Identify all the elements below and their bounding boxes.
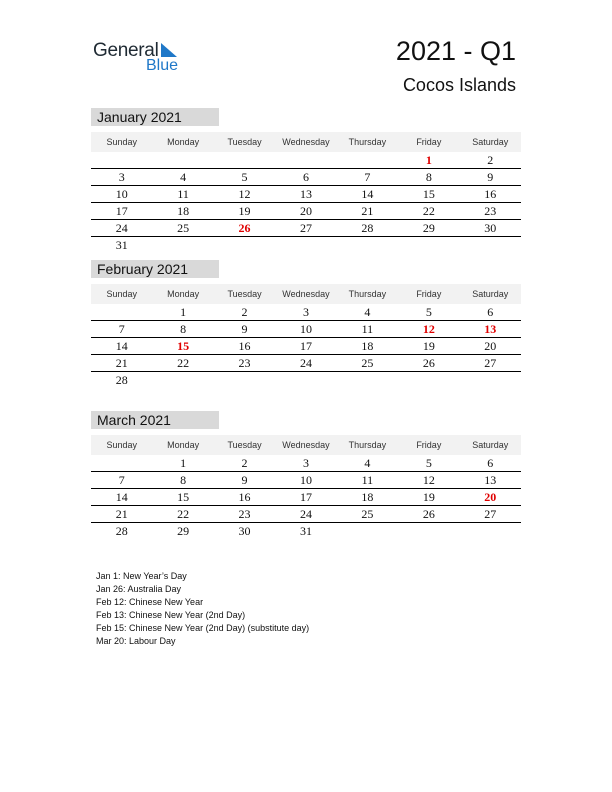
day-cell: 31	[115, 237, 128, 252]
day-cell: 16	[214, 338, 275, 355]
day-cell: 31	[299, 523, 312, 538]
month-label: February 2021	[91, 260, 219, 278]
day-cell: 14	[337, 186, 398, 203]
month-block-february	[91, 260, 521, 388]
week-row	[91, 203, 521, 220]
empty-day-cell	[398, 372, 459, 389]
day-cell: 17	[275, 338, 336, 355]
day-cell: 7	[337, 169, 398, 186]
weekday-header: Tuesday	[214, 284, 275, 304]
week-row	[91, 186, 521, 203]
day-cell: 6	[460, 304, 521, 321]
brand-logo	[93, 40, 193, 80]
day-cell: 12	[398, 472, 459, 489]
day-cell: 14	[91, 338, 152, 355]
day-cell: 24	[91, 220, 152, 237]
day-cell: 8	[152, 472, 213, 489]
weekday-header: Wednesday	[275, 435, 336, 455]
empty-day-cell	[214, 372, 275, 389]
empty-day-cell	[460, 237, 521, 254]
day-cell: 22	[398, 203, 459, 220]
day-cell: 9	[214, 321, 275, 338]
day-cell: 4	[152, 169, 213, 186]
month-label: January 2021	[91, 108, 219, 126]
week-row	[91, 472, 521, 489]
weekday-header: Friday	[398, 435, 459, 455]
day-cell: 23	[214, 506, 275, 523]
day-cell: 26	[214, 220, 275, 237]
day-cell: 22	[152, 506, 213, 523]
day-cell: 28	[337, 220, 398, 237]
empty-day-cell	[214, 237, 275, 254]
logo-word-general: General	[93, 40, 159, 61]
day-cell: 1	[152, 455, 213, 472]
day-cell: 5	[214, 169, 275, 186]
day-cell: 20	[275, 203, 336, 220]
day-cell: 24	[275, 506, 336, 523]
empty-day-cell	[152, 372, 213, 389]
day-cell: 26	[398, 355, 459, 372]
empty-day-cell	[337, 372, 398, 389]
holiday-note: Feb 13: Chinese New Year (2nd Day)	[96, 610, 246, 620]
day-cell: 27	[460, 355, 521, 372]
day-cell: 30	[460, 220, 521, 237]
empty-day-cell	[152, 237, 213, 254]
day-cell: 27	[275, 220, 336, 237]
weekday-header: Sunday	[91, 132, 152, 152]
day-cell: 2	[214, 304, 275, 321]
holiday-note: Feb 12: Chinese New Year	[96, 597, 204, 607]
day-cell: 13	[460, 321, 521, 338]
day-cell: 13	[460, 472, 521, 489]
day-cell: 21	[337, 203, 398, 220]
day-cell: 11	[337, 321, 398, 338]
weekday-header: Sunday	[91, 284, 152, 304]
day-cell: 29	[177, 523, 190, 538]
day-cell: 10	[275, 321, 336, 338]
day-cell: 21	[91, 506, 152, 523]
flag-triangle-icon	[161, 43, 177, 57]
weekday-header: Tuesday	[214, 132, 275, 152]
month-grid	[91, 132, 521, 253]
weekday-header: Wednesday	[275, 132, 336, 152]
day-cell: 5	[398, 455, 459, 472]
weekday-header: Tuesday	[214, 435, 275, 455]
holiday-note: Feb 15: Chinese New Year (2nd Day) (substitute day)	[96, 623, 310, 633]
day-cell: 9	[460, 169, 521, 186]
weekday-header: Wednesday	[275, 284, 336, 304]
day-cell: 23	[460, 203, 521, 220]
day-cell: 16	[214, 489, 275, 506]
holiday-note: Jan 1: New Year’s Day	[96, 571, 187, 581]
day-cell: 20	[460, 489, 521, 506]
day-cell: 8	[398, 169, 459, 186]
empty-day-cell	[398, 523, 459, 540]
day-cell: 11	[152, 186, 213, 203]
weekday-header: Friday	[398, 284, 459, 304]
day-cell: 25	[337, 355, 398, 372]
weekday-header: Sunday	[91, 435, 152, 455]
day-cell: 7	[91, 472, 152, 489]
day-cell: 12	[398, 321, 459, 338]
week-row	[91, 372, 521, 389]
day-cell: 21	[91, 355, 152, 372]
week-row	[91, 237, 521, 254]
empty-day-cell	[152, 152, 213, 169]
weekday-header: Monday	[152, 284, 213, 304]
day-cell: 29	[398, 220, 459, 237]
day-cell: 24	[275, 355, 336, 372]
day-cell: 4	[337, 455, 398, 472]
weekday-header-row	[91, 132, 521, 152]
day-cell: 20	[460, 338, 521, 355]
weekday-header: Monday	[152, 435, 213, 455]
day-cell: 30	[238, 523, 251, 538]
day-cell: 4	[337, 304, 398, 321]
empty-day-cell	[398, 237, 459, 254]
page-subtitle: Cocos Islands	[402, 75, 516, 95]
empty-day-cell	[337, 237, 398, 254]
week-row	[91, 220, 521, 237]
day-cell: 17	[91, 203, 152, 220]
weekday-header: Thursday	[337, 435, 398, 455]
day-cell: 1	[152, 304, 213, 321]
day-cell: 19	[398, 489, 459, 506]
weekday-header: Monday	[152, 132, 213, 152]
day-cell: 10	[275, 472, 336, 489]
day-cell: 17	[275, 489, 336, 506]
holiday-note: Mar 20: Labour Day	[96, 636, 176, 646]
weekday-header-row	[91, 284, 521, 304]
page-title: 2021 - Q1	[395, 36, 516, 66]
week-row	[91, 169, 521, 186]
day-cell: 11	[337, 472, 398, 489]
day-cell: 18	[337, 489, 398, 506]
day-cell: 1	[398, 152, 459, 169]
empty-day-cell	[91, 455, 152, 472]
day-cell: 15	[398, 186, 459, 203]
day-cell: 14	[91, 489, 152, 506]
month-block-march	[91, 411, 521, 539]
day-cell: 19	[214, 203, 275, 220]
day-cell: 19	[398, 338, 459, 355]
weekday-header-row	[91, 435, 521, 455]
day-cell: 25	[337, 506, 398, 523]
day-cell: 3	[275, 304, 336, 321]
day-cell: 8	[152, 321, 213, 338]
week-row	[91, 506, 521, 523]
empty-day-cell	[91, 304, 152, 321]
weekday-header: Friday	[398, 132, 459, 152]
week-row	[91, 523, 521, 540]
logo-word-blue: Blue	[146, 57, 179, 74]
day-cell: 23	[214, 355, 275, 372]
week-row	[91, 489, 521, 506]
week-row	[91, 355, 521, 372]
day-cell: 7	[91, 321, 152, 338]
day-cell: 18	[337, 338, 398, 355]
weekday-header: Saturday	[460, 284, 521, 304]
day-cell: 9	[214, 472, 275, 489]
empty-day-cell	[275, 372, 336, 389]
week-row	[91, 338, 521, 355]
week-row	[91, 152, 521, 169]
weekday-header: Thursday	[337, 284, 398, 304]
weekday-header: Thursday	[337, 132, 398, 152]
month-block-january	[91, 108, 521, 253]
empty-day-cell	[214, 152, 275, 169]
day-cell: 2	[214, 455, 275, 472]
holiday-note: Jan 26: Australia Day	[96, 584, 182, 594]
empty-day-cell	[275, 237, 336, 254]
day-cell: 16	[460, 186, 521, 203]
day-cell: 13	[275, 186, 336, 203]
month-grid	[91, 435, 521, 539]
day-cell: 28	[115, 523, 128, 538]
month-label: March 2021	[91, 411, 219, 429]
month-grid	[91, 284, 521, 388]
day-cell: 6	[460, 455, 521, 472]
weekday-header: Saturday	[460, 435, 521, 455]
week-row	[91, 321, 521, 338]
empty-day-cell	[337, 152, 398, 169]
day-cell: 10	[91, 186, 152, 203]
weekday-header: Saturday	[460, 132, 521, 152]
day-cell: 15	[152, 489, 213, 506]
empty-day-cell	[275, 152, 336, 169]
day-cell: 22	[152, 355, 213, 372]
day-cell: 27	[460, 506, 521, 523]
day-cell: 3	[275, 455, 336, 472]
day-cell: 5	[398, 304, 459, 321]
holiday-notes	[96, 570, 309, 648]
empty-day-cell	[91, 152, 152, 169]
day-cell: 26	[398, 506, 459, 523]
empty-day-cell	[337, 523, 398, 540]
day-cell: 25	[152, 220, 213, 237]
day-cell: 18	[152, 203, 213, 220]
empty-day-cell	[460, 523, 521, 540]
day-cell: 3	[91, 169, 152, 186]
empty-day-cell	[460, 372, 521, 389]
day-cell: 12	[214, 186, 275, 203]
week-row	[91, 455, 521, 472]
day-cell: 2	[460, 152, 521, 169]
day-cell: 15	[152, 338, 213, 355]
day-cell: 28	[115, 372, 128, 387]
day-cell: 6	[275, 169, 336, 186]
week-row	[91, 304, 521, 321]
